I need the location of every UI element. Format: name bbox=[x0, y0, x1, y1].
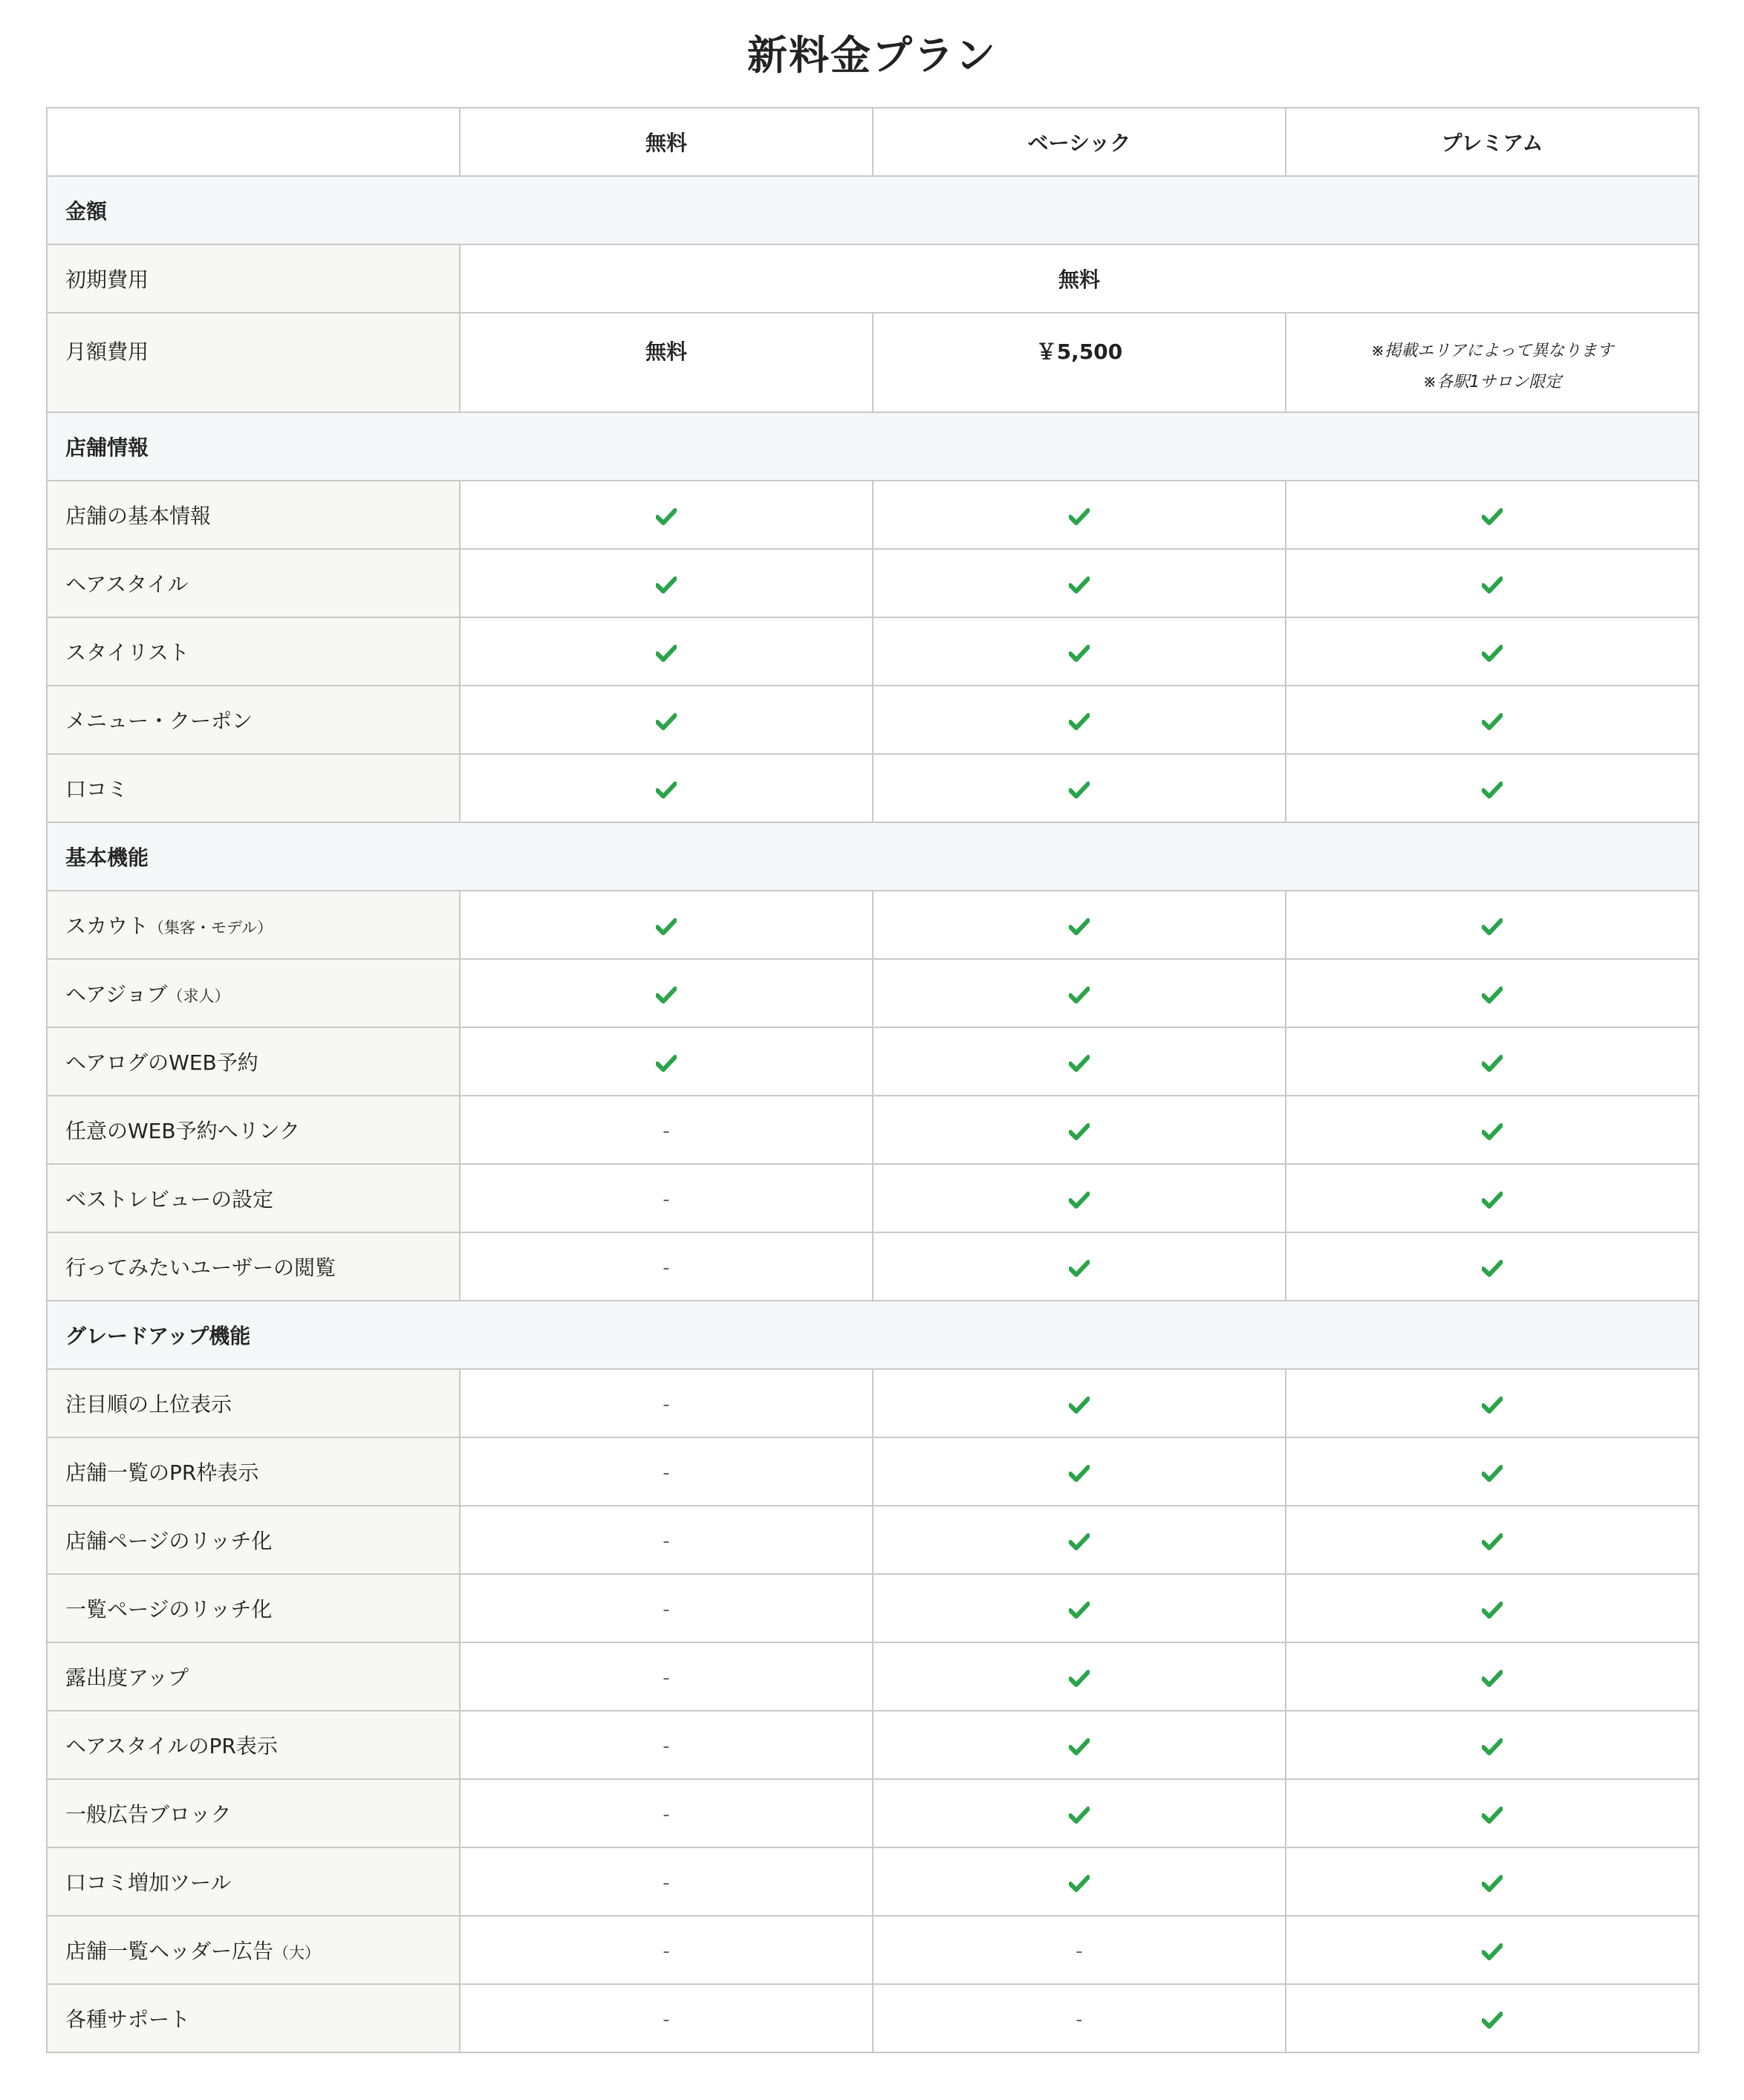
table-row bbox=[47, 1164, 1699, 1232]
dash-not-included: - bbox=[663, 1666, 670, 1689]
check-icon bbox=[1069, 1601, 1090, 1619]
row-label-cell bbox=[47, 686, 460, 754]
feature-cell bbox=[460, 1574, 873, 1642]
price-cell: 無料 bbox=[460, 313, 873, 412]
feature-cell bbox=[460, 891, 873, 959]
plan-header-premium: プレミアム bbox=[1286, 108, 1699, 176]
feature-cell bbox=[873, 1164, 1286, 1232]
feature-cell bbox=[460, 1711, 873, 1779]
row-label: ヘアスタイル bbox=[65, 572, 189, 596]
table-row bbox=[47, 244, 1699, 313]
feature-cell bbox=[1286, 549, 1699, 617]
plan-header-free: 無料 bbox=[460, 108, 873, 176]
row-label: 店舗一覧ヘッダー広告 bbox=[65, 1939, 274, 1963]
row-label-cell bbox=[47, 244, 460, 313]
feature-cell bbox=[1286, 1506, 1699, 1574]
dash-not-included: - bbox=[663, 1871, 670, 1894]
dash-not-included: - bbox=[663, 1940, 670, 1963]
feature-cell bbox=[460, 617, 873, 686]
feature-cell bbox=[460, 1164, 873, 1232]
table-row bbox=[47, 959, 1699, 1027]
row-label: 店舗の基本情報 bbox=[65, 504, 212, 528]
check-icon bbox=[656, 576, 677, 594]
dash-not-included: - bbox=[663, 1803, 670, 1826]
dash-not-included: - bbox=[663, 1461, 670, 1484]
feature-cell bbox=[460, 1642, 873, 1711]
dash-not-included: - bbox=[663, 1188, 670, 1211]
feature-cell bbox=[873, 1232, 1286, 1301]
check-icon bbox=[1069, 781, 1090, 799]
page-title: 新料金プラン bbox=[747, 32, 997, 79]
row-label: ヘアスタイルのPR表示 bbox=[65, 1734, 278, 1758]
table-row bbox=[47, 1642, 1699, 1711]
feature-cell bbox=[1286, 1847, 1699, 1916]
feature-cell bbox=[873, 481, 1286, 549]
feature-cell bbox=[1286, 1096, 1699, 1164]
row-label-cell bbox=[47, 1642, 460, 1711]
check-icon bbox=[1482, 986, 1503, 1004]
feature-cell bbox=[873, 617, 1286, 686]
row-label: 店舗ページのリッチ化 bbox=[65, 1529, 273, 1553]
row-label: 口コミ bbox=[65, 777, 128, 802]
row-label: 店舗一覧のPR枠表示 bbox=[65, 1460, 259, 1485]
row-label: 注目順の上位表示 bbox=[65, 1392, 232, 1417]
price-note: ※各駅1サロン限定 bbox=[1422, 373, 1562, 391]
check-icon bbox=[1482, 1191, 1503, 1209]
feature-cell bbox=[460, 549, 873, 617]
check-icon bbox=[1069, 1464, 1090, 1482]
feature-cell bbox=[1286, 1711, 1699, 1779]
feature-cell bbox=[1286, 1027, 1699, 1096]
row-label: 月額費用 bbox=[65, 339, 149, 364]
table-row bbox=[47, 313, 1699, 412]
check-icon bbox=[1069, 1532, 1090, 1550]
price-cell: ￥5,500 bbox=[873, 313, 1286, 412]
table-row bbox=[47, 549, 1699, 617]
check-icon bbox=[1482, 712, 1503, 730]
row-label-cell bbox=[47, 754, 460, 822]
dash-not-included: - bbox=[663, 1393, 670, 1416]
check-icon bbox=[1069, 1669, 1090, 1687]
table-row bbox=[47, 1916, 1699, 1984]
row-label: 露出度アップ bbox=[65, 1665, 189, 1690]
row-label: スカウト bbox=[65, 914, 149, 938]
check-icon bbox=[1482, 1669, 1503, 1687]
feature-cell bbox=[460, 959, 873, 1027]
row-label-cell bbox=[47, 481, 460, 549]
feature-cell bbox=[873, 549, 1286, 617]
row-label-cell bbox=[47, 1437, 460, 1506]
row-label-cell bbox=[47, 1847, 460, 1916]
feature-cell bbox=[873, 959, 1286, 1027]
feature-cell bbox=[873, 686, 1286, 754]
check-icon bbox=[1069, 644, 1090, 662]
feature-cell bbox=[1286, 891, 1699, 959]
table-row bbox=[47, 1711, 1699, 1779]
row-label-note: （求人） bbox=[167, 987, 230, 1005]
header-empty-cell bbox=[47, 108, 460, 176]
check-icon bbox=[656, 1054, 677, 1072]
check-icon bbox=[1069, 1054, 1090, 1072]
row-label-cell bbox=[47, 1984, 460, 2052]
feature-cell bbox=[460, 481, 873, 549]
row-label-cell bbox=[47, 1711, 460, 1779]
pricing-table bbox=[46, 107, 1699, 2053]
dash-not-included: - bbox=[663, 2008, 670, 2031]
feature-cell bbox=[1286, 1232, 1699, 1301]
feature-cell bbox=[1286, 1369, 1699, 1437]
check-icon bbox=[1069, 986, 1090, 1004]
table-row bbox=[47, 754, 1699, 822]
section-row bbox=[47, 176, 1699, 244]
row-label-cell bbox=[47, 1574, 460, 1642]
check-icon bbox=[1482, 1396, 1503, 1414]
section-heading: 店舗情報 bbox=[47, 412, 1699, 481]
row-label-cell bbox=[47, 617, 460, 686]
feature-cell bbox=[873, 1779, 1286, 1847]
feature-cell bbox=[873, 1437, 1286, 1506]
table-row bbox=[47, 1574, 1699, 1642]
check-icon bbox=[656, 917, 677, 935]
feature-cell bbox=[1286, 1916, 1699, 1984]
check-icon bbox=[1069, 576, 1090, 594]
table-row bbox=[47, 1096, 1699, 1164]
check-icon bbox=[1069, 1259, 1090, 1277]
feature-cell bbox=[460, 1232, 873, 1301]
section-heading: グレードアップ機能 bbox=[47, 1301, 1699, 1369]
feature-cell bbox=[460, 754, 873, 822]
feature-cell bbox=[460, 1847, 873, 1916]
table-row bbox=[47, 481, 1699, 549]
check-icon bbox=[1069, 917, 1090, 935]
plan-header-row bbox=[47, 108, 1699, 176]
check-icon bbox=[1482, 1874, 1503, 1892]
feature-cell bbox=[1286, 1984, 1699, 2052]
section-row bbox=[47, 822, 1699, 891]
feature-cell bbox=[873, 1369, 1286, 1437]
row-label-cell bbox=[47, 1916, 460, 1984]
feature-cell bbox=[873, 1984, 1286, 2052]
row-label-cell bbox=[47, 1164, 460, 1232]
row-label-cell bbox=[47, 1096, 460, 1164]
row-label-cell bbox=[47, 1232, 460, 1301]
check-icon bbox=[1482, 1122, 1503, 1140]
feature-cell bbox=[873, 1847, 1286, 1916]
check-icon bbox=[1482, 1737, 1503, 1755]
row-label-note: （大） bbox=[273, 1944, 321, 1962]
row-label: 一覧ページのリッチ化 bbox=[65, 1597, 273, 1622]
feature-cell bbox=[1286, 1437, 1699, 1506]
feature-cell bbox=[460, 1916, 873, 1984]
price-note: ※掲載エリアによって異なります bbox=[1370, 342, 1614, 360]
feature-cell bbox=[873, 1642, 1286, 1711]
pricing-table-body bbox=[47, 176, 1699, 2052]
section-row bbox=[47, 1301, 1699, 1369]
row-label-cell bbox=[47, 1027, 460, 1096]
check-icon bbox=[1069, 1396, 1090, 1414]
check-icon bbox=[656, 781, 677, 799]
row-label: 初期費用 bbox=[65, 267, 149, 292]
feature-cell bbox=[460, 1506, 873, 1574]
check-icon bbox=[656, 986, 677, 1004]
row-label-cell bbox=[47, 959, 460, 1027]
row-label: 口コミ増加ツール bbox=[65, 1870, 232, 1895]
feature-cell bbox=[1286, 1164, 1699, 1232]
feature-cell bbox=[873, 1711, 1286, 1779]
feature-cell bbox=[460, 1779, 873, 1847]
table-row bbox=[47, 1847, 1699, 1916]
dash-not-included: - bbox=[663, 1598, 670, 1621]
check-icon bbox=[656, 507, 677, 525]
feature-cell bbox=[460, 1369, 873, 1437]
table-row bbox=[47, 1232, 1699, 1301]
feature-cell bbox=[873, 754, 1286, 822]
table-row bbox=[47, 617, 1699, 686]
dash-not-included: - bbox=[663, 1530, 670, 1553]
check-icon bbox=[656, 712, 677, 730]
feature-cell bbox=[873, 1506, 1286, 1574]
check-icon bbox=[1482, 1054, 1503, 1072]
row-label: 任意のWEB予約へリンク bbox=[65, 1119, 301, 1143]
row-label: 一般広告ブロック bbox=[65, 1802, 232, 1827]
plan-header-basic: ベーシック bbox=[873, 108, 1286, 176]
feature-cell bbox=[873, 1916, 1286, 1984]
check-icon bbox=[1482, 1601, 1503, 1619]
section-heading: 金額 bbox=[47, 176, 1699, 244]
feature-cell bbox=[460, 1027, 873, 1096]
feature-cell bbox=[460, 1984, 873, 2052]
dash-not-included: - bbox=[1076, 2008, 1083, 2031]
check-icon bbox=[1482, 917, 1503, 935]
check-icon bbox=[1482, 2011, 1503, 2029]
check-icon bbox=[1482, 781, 1503, 799]
table-row bbox=[47, 1984, 1699, 2052]
section-heading: 基本機能 bbox=[47, 822, 1699, 891]
price-note-cell bbox=[1286, 313, 1699, 412]
feature-cell bbox=[873, 1096, 1286, 1164]
check-icon bbox=[1069, 507, 1090, 525]
feature-cell bbox=[460, 1096, 873, 1164]
check-icon bbox=[656, 644, 677, 662]
feature-cell bbox=[1286, 1574, 1699, 1642]
check-icon bbox=[1069, 712, 1090, 730]
check-icon bbox=[1482, 1806, 1503, 1824]
check-icon bbox=[1069, 1874, 1090, 1892]
check-icon bbox=[1069, 1737, 1090, 1755]
table-row bbox=[47, 1027, 1699, 1096]
feature-cell bbox=[1286, 481, 1699, 549]
section-row bbox=[47, 412, 1699, 481]
row-label-cell bbox=[47, 891, 460, 959]
check-icon bbox=[1069, 1191, 1090, 1209]
row-label-cell bbox=[47, 313, 460, 412]
dash-not-included: - bbox=[663, 1735, 670, 1758]
feature-cell bbox=[1286, 959, 1699, 1027]
feature-cell bbox=[873, 1027, 1286, 1096]
row-label-cell bbox=[47, 549, 460, 617]
feature-cell bbox=[1286, 754, 1699, 822]
table-row bbox=[47, 686, 1699, 754]
dash-not-included: - bbox=[663, 1119, 670, 1142]
feature-cell bbox=[1286, 1779, 1699, 1847]
row-label: メニュー・クーポン bbox=[65, 709, 253, 733]
check-icon bbox=[1482, 1259, 1503, 1277]
row-label: 各種サポート bbox=[65, 2007, 191, 2032]
table-row bbox=[47, 1779, 1699, 1847]
table-row bbox=[47, 1506, 1699, 1574]
feature-cell bbox=[1286, 617, 1699, 686]
dash-not-included: - bbox=[1076, 1940, 1083, 1963]
row-label-cell bbox=[47, 1369, 460, 1437]
feature-cell bbox=[460, 686, 873, 754]
check-icon bbox=[1069, 1806, 1090, 1824]
check-icon bbox=[1069, 1122, 1090, 1140]
row-label: 行ってみたいユーザーの閲覧 bbox=[65, 1255, 336, 1280]
check-icon bbox=[1482, 507, 1503, 525]
feature-cell bbox=[460, 1437, 873, 1506]
check-icon bbox=[1482, 644, 1503, 662]
row-label: ベストレビューの設定 bbox=[65, 1187, 274, 1212]
row-label-note: （集客・モデル） bbox=[149, 919, 273, 937]
feature-cell bbox=[1286, 686, 1699, 754]
table-row bbox=[47, 891, 1699, 959]
feature-cell bbox=[873, 891, 1286, 959]
check-icon bbox=[1482, 576, 1503, 594]
check-icon bbox=[1482, 1943, 1503, 1960]
check-icon bbox=[1482, 1532, 1503, 1550]
row-label-cell bbox=[47, 1779, 460, 1847]
row-label: スタイリスト bbox=[65, 640, 189, 665]
row-label: ヘアログのWEB予約 bbox=[65, 1050, 258, 1075]
feature-cell bbox=[873, 1574, 1286, 1642]
row-label-cell bbox=[47, 1506, 460, 1574]
row-label: ヘアジョブ bbox=[65, 982, 168, 1007]
table-row bbox=[47, 1369, 1699, 1437]
value-cell-all-plans: 無料 bbox=[460, 244, 1699, 313]
table-row bbox=[47, 1437, 1699, 1506]
check-icon bbox=[1482, 1464, 1503, 1482]
dash-not-included: - bbox=[663, 1256, 670, 1279]
feature-cell bbox=[1286, 1642, 1699, 1711]
